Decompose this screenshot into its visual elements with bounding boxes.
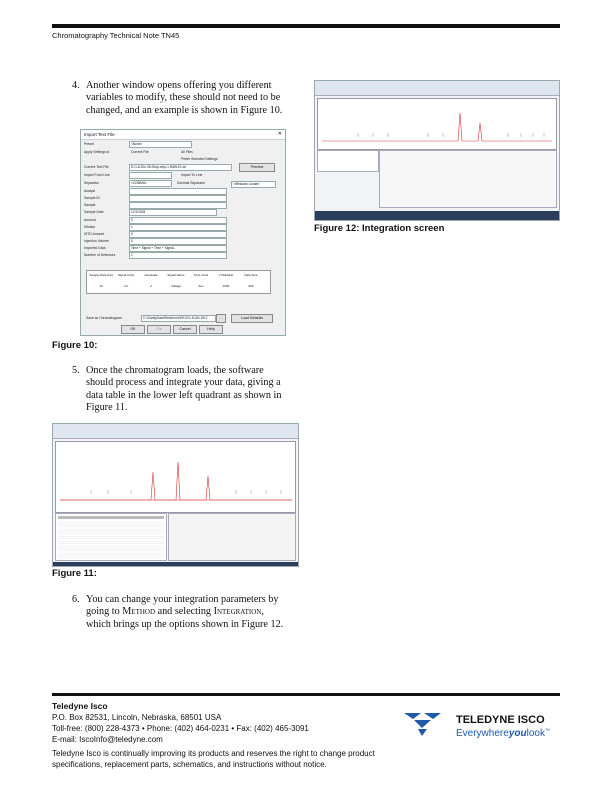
header-rule <box>52 24 560 28</box>
figure-11-caption: Figure 11: <box>52 568 97 579</box>
close-icon[interactable]: ✕ <box>277 131 282 137</box>
all-files-option[interactable]: All Files <box>181 150 193 154</box>
field-value[interactable]: <COMMA> <box>129 180 172 187</box>
teledyne-emblem-icon <box>404 713 441 736</box>
dialog-title: Import Text File <box>84 132 115 137</box>
email: E-mail: IscoInfo@teledyne.com <box>52 735 163 744</box>
step-line: You can change your integration parameters by <box>86 594 279 605</box>
integration-menu-ref: Integration <box>213 606 262 618</box>
teledyne-logo <box>404 708 564 740</box>
preview-button[interactable]: Preview <box>239 163 275 172</box>
page-header: Chromatography Technical Note TN45 <box>52 31 180 40</box>
help-button[interactable]: Help <box>199 325 223 334</box>
step-number: 6. <box>72 594 80 605</box>
field-label: Dilution <box>84 225 96 229</box>
figure-12-caption: Figure 12: Integration screen <box>314 223 445 234</box>
field-label: Sample Date <box>84 210 104 214</box>
status-bar <box>53 562 298 566</box>
field-value[interactable]: 12 5/2018 <box>129 209 217 216</box>
step-4 <box>72 80 302 120</box>
step-line: data table in the lower left quadrant as shown in <box>86 389 282 401</box>
dialog-title-bar <box>81 130 285 140</box>
step-line: changed, and an example is shown in Figure 10. <box>86 104 283 116</box>
table-header: Data Size <box>244 273 258 277</box>
detector-table <box>86 270 271 294</box>
ok-button[interactable]: OK <box>121 325 145 334</box>
step-line: variables to modify, these should not need to be <box>86 92 281 104</box>
toolbar <box>315 81 559 96</box>
field-value[interactable]: 0 <box>129 231 227 238</box>
phone-numbers: Toll-free: (800) 228-4373 • Phone: (402) 464-0231 • Fax: (402) 465-3091 <box>52 724 309 733</box>
field-value[interactable] <box>129 172 172 179</box>
field-label: Amount <box>84 218 96 222</box>
import-to-line-label: Import To Line <box>181 173 203 177</box>
field-value[interactable]: 1 <box>129 224 227 231</box>
step-6 <box>72 594 308 634</box>
table-header: Y Multiplier <box>218 273 234 277</box>
field-value[interactable] <box>129 202 227 209</box>
figure-11-screenshot <box>52 423 299 567</box>
current-file-radio[interactable]: Current File <box>131 150 149 154</box>
table-header: Signal Name <box>167 273 185 277</box>
table-cell: Voltage <box>170 284 181 288</box>
save-chromatogram-label: Save as Chromatogram <box>86 316 122 320</box>
table-cell: 500 <box>248 284 254 288</box>
step-line: should process and integrate your data, giving a <box>86 377 281 389</box>
signal-trace <box>60 462 292 500</box>
browse-button[interactable]: … <box>216 314 226 323</box>
step-5 <box>72 365 302 417</box>
integration-table <box>317 150 379 172</box>
table-cell: 1000 <box>222 284 230 288</box>
field-label: Sample ID <box>84 196 100 200</box>
step-line: Figure 11. <box>86 402 128 414</box>
step-line: which brings up the options shown in Figure 12. <box>86 618 284 630</box>
field-value[interactable]: D:\1-8-20c-05-Shop-smp-1.RAW.E1.txt <box>129 164 232 171</box>
field-label: Apply Settings to <box>84 150 110 154</box>
prefer-selected-option[interactable]: Prefer Selected Settings <box>181 157 218 161</box>
decimal-separator-label: Decimal Separator <box>177 181 206 185</box>
integration-panel <box>168 513 296 561</box>
notice-line: Teledyne Isco is continually improving its products and reserves the right to change product <box>52 749 375 758</box>
taskbar <box>315 211 559 220</box>
logo-tagline: Everywhereyoulook™ <box>456 728 550 739</box>
step-number: 5. <box>72 365 80 376</box>
step-line: Once the chromatogram loads, the software <box>86 365 264 376</box>
load-defaults-button[interactable]: Load Defaults <box>231 314 273 323</box>
logo-brand: TELEDYNE ISCO <box>456 714 545 726</box>
table-cell[interactable]: ✔ <box>149 284 153 288</box>
figure-10-caption: Figure 10: <box>52 340 98 351</box>
decimal-separator-select[interactable]: <Windows Locale> <box>231 181 276 188</box>
field-value[interactable]: 0 <box>129 238 227 245</box>
company-name: Teledyne Isco <box>52 701 108 711</box>
step-number: 4. <box>72 80 80 91</box>
field-label: Number of Detectors <box>84 253 116 257</box>
notice-line: specifications, replacement parts, schematics, and instructions without notice. <box>52 760 327 769</box>
field-label: Imported Data <box>84 246 106 250</box>
field-value[interactable] <box>129 188 227 195</box>
table-header: Signal Units <box>117 273 134 277</box>
toolbar <box>53 424 298 439</box>
address: P.O. Box 82531, Lincoln, Nebraska, 68501 USA <box>52 713 222 722</box>
field-value[interactable]: Time + Signal + Time + Signal... <box>129 245 227 252</box>
signal-trace <box>322 113 552 141</box>
field-label: Analyst <box>84 189 96 193</box>
table-header: Sample Rate [Hz] <box>89 273 113 277</box>
save-path-field[interactable]: C:\Clarity\DataFiles\from\f1\E1\V1-8-20c-05-C <box>141 315 216 322</box>
table-header: Autoscale <box>144 273 158 277</box>
field-value[interactable]: 0 <box>129 217 227 224</box>
table-header: Time Units <box>193 273 209 277</box>
field-value[interactable] <box>129 195 227 202</box>
field-label: Separator <box>84 181 99 185</box>
field-label: ISTD Amount <box>84 232 105 236</box>
cancel-button[interactable]: Cancel <box>173 325 197 334</box>
table-cell: 10 <box>99 284 103 288</box>
results-area <box>379 150 557 208</box>
step-line: Another window opens offering you different <box>86 80 272 91</box>
field-label: Preset <box>84 142 94 146</box>
field-value[interactable]: 1 <box>129 252 227 259</box>
file-button[interactable]: File <box>147 325 171 334</box>
chromatogram-plot <box>55 441 296 513</box>
field-label: Import From Line <box>84 173 110 177</box>
step-line: going to Method and selecting Integration, <box>86 606 264 618</box>
chromatogram-plot <box>317 98 557 150</box>
figure-12-screenshot <box>314 80 560 221</box>
field-label: Injection Volume <box>84 239 109 243</box>
table-cell: mV <box>123 284 129 288</box>
footer-contact <box>52 701 375 770</box>
footer-rule <box>52 693 560 696</box>
field-value[interactable]: <None> <box>129 141 192 148</box>
import-text-file-dialog <box>80 129 286 336</box>
field-label: Current Text File <box>84 165 109 169</box>
method-menu-ref: Method <box>122 606 156 618</box>
field-label: Sample <box>84 203 96 207</box>
table-cell: Sec <box>198 284 204 288</box>
results-table-panel <box>55 513 167 561</box>
